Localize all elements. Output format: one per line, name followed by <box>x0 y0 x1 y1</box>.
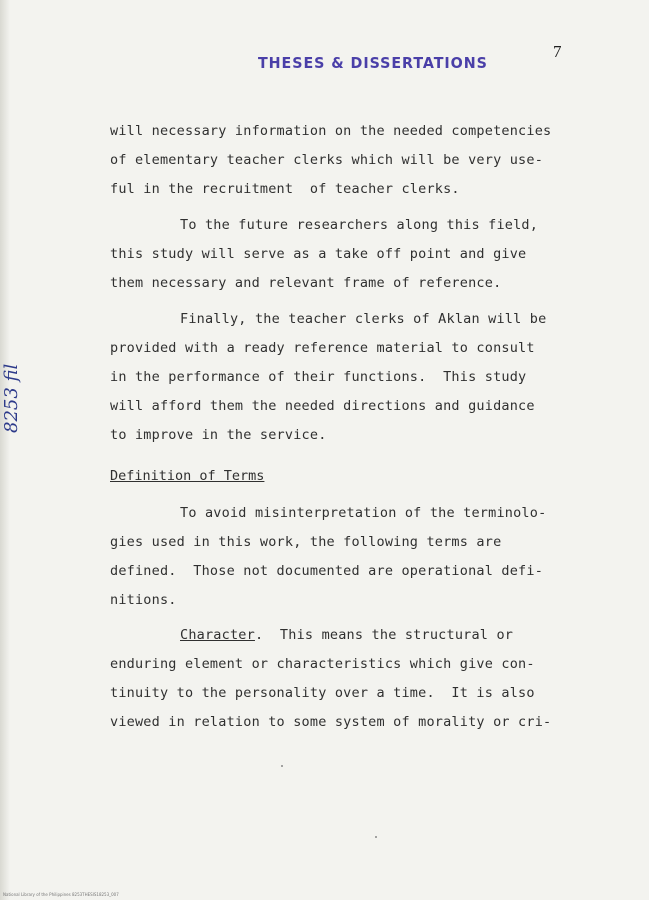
text-line <box>180 627 513 643</box>
paper-speck <box>281 765 283 767</box>
page-gutter <box>0 0 10 900</box>
text-line: To avoid misinterpretation of the terminolo- <box>180 505 547 521</box>
text-line: provided with a ready reference material to consult <box>110 340 535 356</box>
theses-dissertations-stamp: THESES & DISSERTATIONS <box>258 54 488 72</box>
text-line: them necessary and relevant frame of reference. <box>110 275 502 291</box>
section-heading: Definition of Terms <box>110 468 265 484</box>
handwritten-margin-note: 8253 fil <box>1 363 22 433</box>
text-line: to improve in the service. <box>110 427 327 443</box>
text-line: enduring element or characteristics which give con- <box>110 656 535 672</box>
text-line: will necessary information on the needed competencies <box>110 123 552 139</box>
text-line: viewed in relation to some system of morality or cri- <box>110 714 552 730</box>
definition-text: . This means the structural or <box>254 627 514 643</box>
text-line: ful in the recruitment of teacher clerks. <box>110 181 460 197</box>
paper-speck <box>375 836 377 838</box>
text-line: tinuity to the personality over a time. It is also <box>110 685 535 701</box>
defined-term: Character <box>180 627 255 643</box>
text-line: To the future researchers along this field, <box>180 217 539 233</box>
text-line: Finally, the teacher clerks of Aklan will be <box>180 311 547 327</box>
text-line: will afford them the needed directions and guidance <box>110 398 535 414</box>
text-line: this study will serve as a take off point and give <box>110 246 527 262</box>
text-line: nitions. <box>110 592 177 608</box>
scan-footer: National Library of the Philippines 8253THESIS18253_007 <box>3 892 119 897</box>
text-line: defined. Those not documented are operational defi- <box>110 563 544 579</box>
page-number: 7 <box>553 42 562 61</box>
text-line: in the performance of their functions. This study <box>110 369 527 385</box>
text-line: of elementary teacher clerks which will be very use- <box>110 152 544 168</box>
text-line: gies used in this work, the following terms are <box>110 534 502 550</box>
